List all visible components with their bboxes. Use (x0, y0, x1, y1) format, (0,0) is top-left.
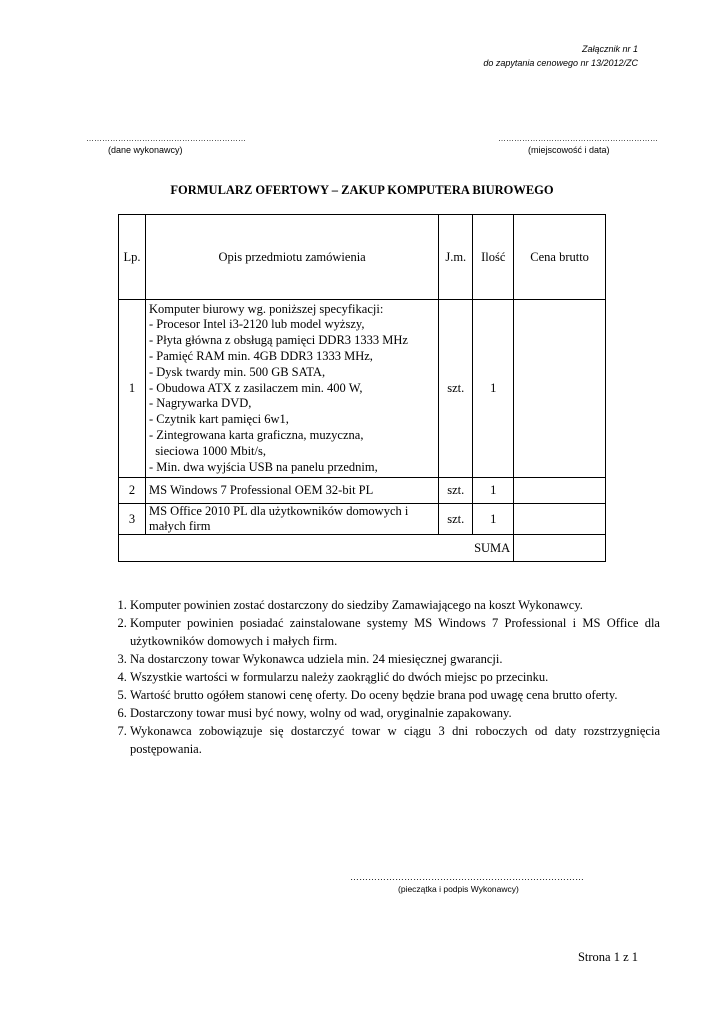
spec-line: - Procesor Intel i3-2120 lub model wyższy, (148, 317, 365, 332)
header-lp: Lp. (119, 215, 146, 300)
spec-line: Komputer biurowy wg. poniższej specyfikacji: (148, 301, 384, 316)
condition-item: 3. Na dostarczony towar Wykonawca udziela min. 24 miesięcznej gwarancji. (130, 650, 660, 668)
row-quantity: 1 (473, 478, 514, 504)
header-gross-price: Cena brutto (514, 215, 606, 300)
condition-item: 7. Wykonawca zobowiązuje się dostarczyć towar w ciągu 3 dni roboczych od daty rozstrzygnięcia postępowania. (130, 722, 660, 758)
signature-line: …………………………………………………………………… (350, 872, 584, 882)
spec-line: - Płyta główna z obsługą pamięci DDR3 1333 MHz (148, 333, 408, 348)
row-quantity: 1 (473, 504, 514, 535)
sum-row (119, 535, 606, 562)
row-description: MS Office 2010 PL dla użytkowników domowych i małych firm (145, 504, 438, 535)
table-row (119, 300, 606, 478)
header-description: Opis przedmiotu zamówienia (145, 215, 438, 300)
spec-line: - Obudowa ATX z zasilaczem min. 400 W, (148, 380, 363, 395)
place-date-caption: (miejscowość i data) (528, 145, 610, 155)
conditions-list (108, 596, 660, 758)
table-header-row (119, 215, 606, 300)
sum-value-cell[interactable] (514, 535, 606, 562)
row-unit: szt. (439, 478, 473, 504)
header-quantity: Ilość (473, 215, 514, 300)
row-description: MS Windows 7 Professional OEM 32-bit PL (145, 478, 438, 504)
row-lp: 3 (119, 504, 146, 535)
spec-line: sieciowa 1000 Mbit/s, (148, 443, 266, 458)
row-quantity: 1 (473, 300, 514, 478)
header-unit: J.m. (439, 215, 473, 300)
attachment-number: Załącznik nr 1 (581, 44, 638, 54)
table-row (119, 478, 606, 504)
spec-line: - Min. dwa wyjścia USB na panelu przednim, (148, 459, 378, 474)
attachment-reference: do zapytania cenowego nr 13/2012/ZC (483, 58, 638, 68)
row-price-cell[interactable] (514, 300, 606, 478)
condition-item: 1. Komputer powinien zostać dostarczony do siedziby Zamawiającego na koszt Wykonawcy. (130, 596, 660, 614)
condition-item: 6. Dostarczony towar musi być nowy, wolny od wad, oryginalnie zapakowany. (130, 704, 660, 722)
spec-line: - Nagrywarka DVD, (148, 396, 252, 411)
row-unit: szt. (439, 300, 473, 478)
form-title: FORMULARZ OFERTOWY – ZAKUP KOMPUTERA BIUROWEGO (170, 183, 554, 197)
condition-item: 5. Wartość brutto ogółem stanowi cenę oferty. Do oceny będzie brana pod uwagę cena brutto oferty. (130, 686, 660, 704)
sum-label: SUMA (119, 535, 514, 562)
place-date-line: …………………………………………………… (498, 134, 658, 143)
spec-line: - Dysk twardy min. 500 GB SATA, (148, 364, 326, 379)
signature-caption: (pieczątka i podpis Wykonawcy) (398, 884, 519, 894)
row-description (145, 300, 438, 478)
row-price-cell[interactable] (514, 504, 606, 535)
spec-line: - Zintegrowana karta graficzna, muzyczna, (148, 427, 364, 442)
offer-table (118, 214, 606, 562)
contractor-data-line: …………………………………………………… (86, 134, 246, 143)
condition-item: 2. Komputer powinien posiadać zainstalowane systemy MS Windows 7 Professional i MS Office dla użytkowników domowych i małych firm. (130, 614, 660, 650)
page-number: Strona 1 z 1 (577, 950, 638, 964)
row-price-cell[interactable] (514, 478, 606, 504)
contractor-data-caption: (dane wykonawcy) (108, 145, 183, 155)
row-unit: szt. (439, 504, 473, 535)
row-lp: 2 (119, 478, 146, 504)
spec-line: - Czytnik kart pamięci 6w1, (148, 412, 289, 427)
table-row (119, 504, 606, 535)
row-lp: 1 (119, 300, 146, 478)
condition-item: 4. Wszystkie wartości w formularzu należy zaokrąglić do dwóch miejsc po przecinku. (130, 668, 660, 686)
spec-line: - Pamięć RAM min. 4GB DDR3 1333 MHz, (148, 349, 373, 363)
